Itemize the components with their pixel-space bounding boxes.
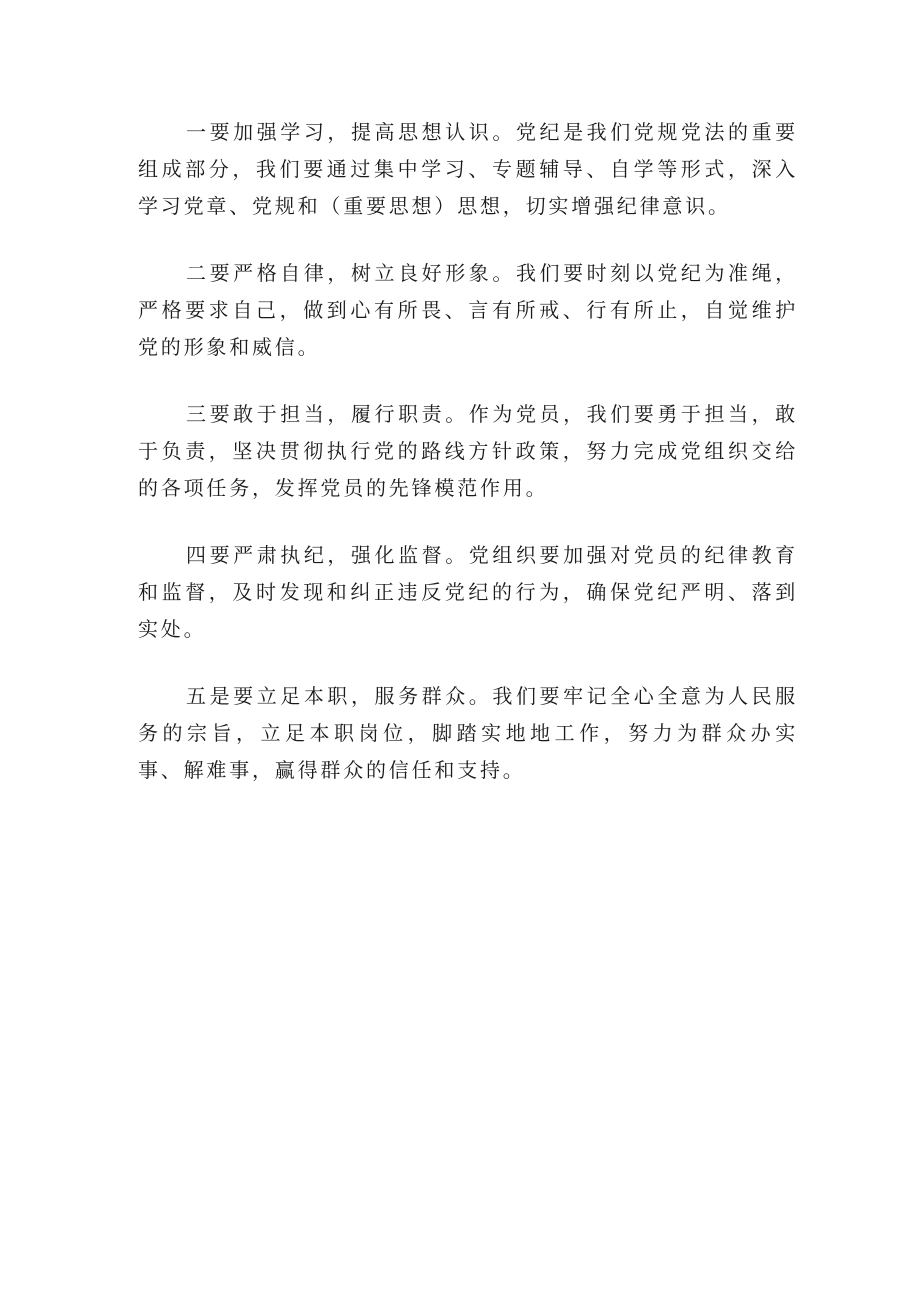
paragraph-5: 五是要立足本职，服务群众。我们要牢记全心全意为人民服务的宗旨，立足本职岗位，脚踏实地地工作，努力为群众办实事、解难事，赢得群众的信任和支持。	[138, 684, 798, 782]
paragraph-2: 二要严格自律，树立良好形象。我们要时刻以党纪为准绳，严格要求自己，做到心有所畏、言有所戒、行有所止，自觉维护党的形象和威信。	[138, 261, 798, 359]
document-body	[138, 114, 798, 819]
paragraph-1: 一要加强学习，提高思想认识。党纪是我们党规党法的重要组成部分，我们要通过集中学习、专题辅导、自学等形式，深入学习党章、党规和（重要思想）思想，切实增强纪律意识。	[138, 120, 798, 218]
paragraph-4: 四要严肃执纪，强化监督。党组织要加强对党员的纪律教育和监督，及时发现和纠正违反党纪的行为，确保党纪严明、落到实处。	[138, 543, 798, 641]
paragraph-3: 三要敢于担当，履行职责。作为党员，我们要勇于担当，敢于负责，坚决贯彻执行党的路线方针政策，努力完成党组织交给的各项任务，发挥党员的先锋模范作用。	[138, 402, 798, 500]
